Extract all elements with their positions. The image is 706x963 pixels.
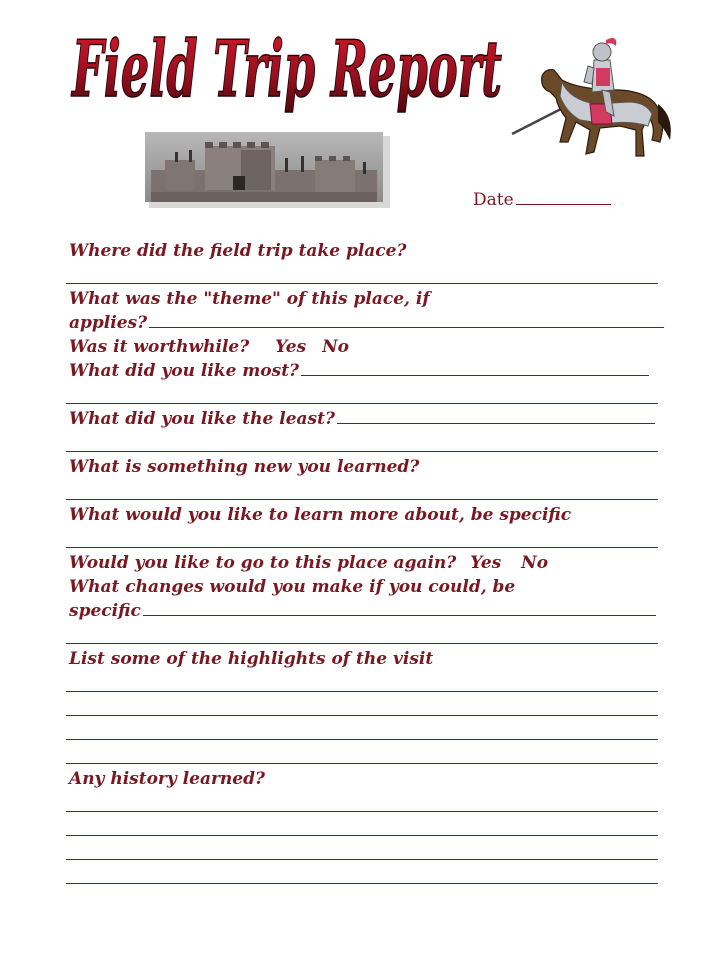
answer-blank[interactable] — [143, 601, 656, 616]
question-changes-cont-text: specific — [69, 601, 141, 621]
answer-line[interactable] — [66, 451, 658, 452]
answer-line[interactable] — [66, 859, 658, 860]
question-worthwhile — [69, 337, 349, 357]
yes-option[interactable]: Yes — [275, 337, 307, 357]
answer-line[interactable] — [66, 883, 658, 884]
castle-image — [145, 132, 390, 208]
answer-line[interactable] — [66, 403, 658, 404]
question-history: Any history learned? — [69, 769, 265, 789]
question-go-again — [69, 553, 548, 573]
answer-line[interactable] — [66, 739, 658, 740]
question-liked-most — [69, 361, 649, 381]
answer-blank[interactable] — [337, 409, 655, 424]
no-option[interactable]: No — [322, 337, 349, 357]
answer-line[interactable] — [66, 499, 658, 500]
question-liked-most-text: What did you like most? — [69, 361, 300, 381]
answer-blank[interactable] — [149, 313, 664, 328]
answer-blank[interactable] — [301, 361, 649, 376]
answer-line[interactable] — [66, 835, 658, 836]
question-learn-more: What would you like to learn more about, be specific — [69, 505, 572, 525]
answer-line[interactable] — [66, 811, 658, 812]
answer-line[interactable] — [66, 283, 658, 284]
question-liked-least-text: What did you like the least? — [69, 409, 335, 429]
question-highlights: List some of the highlights of the visit — [69, 649, 434, 669]
answer-line[interactable] — [66, 715, 658, 716]
no-option[interactable]: No — [521, 553, 549, 573]
question-changes: What changes would you make if you could, be — [69, 577, 516, 597]
question-liked-least — [69, 409, 655, 429]
question-theme-cont-text: applies? — [69, 313, 148, 333]
question-changes-cont — [69, 601, 656, 621]
question-theme: What was the "theme" of this place, if — [69, 289, 430, 309]
title-text: Field Trip Report — [70, 24, 503, 115]
knight-on-horse-image — [510, 30, 678, 168]
answer-line[interactable] — [66, 691, 658, 692]
answer-line[interactable] — [66, 547, 658, 548]
date-field[interactable] — [473, 190, 611, 210]
question-go-again-text: Would you like to go to this place again? — [69, 553, 457, 573]
question-location: Where did the field trip take place? — [69, 241, 407, 261]
question-worthwhile-text: Was it worthwhile? — [69, 337, 250, 357]
yes-option[interactable]: Yes — [470, 553, 502, 573]
date-label: Date — [473, 190, 514, 210]
answer-line[interactable] — [66, 643, 658, 644]
date-blank[interactable] — [516, 190, 611, 205]
page-title — [66, 16, 508, 120]
question-theme-cont — [69, 313, 664, 333]
answer-line[interactable] — [66, 763, 658, 764]
question-learned-new: What is something new you learned? — [69, 457, 420, 477]
